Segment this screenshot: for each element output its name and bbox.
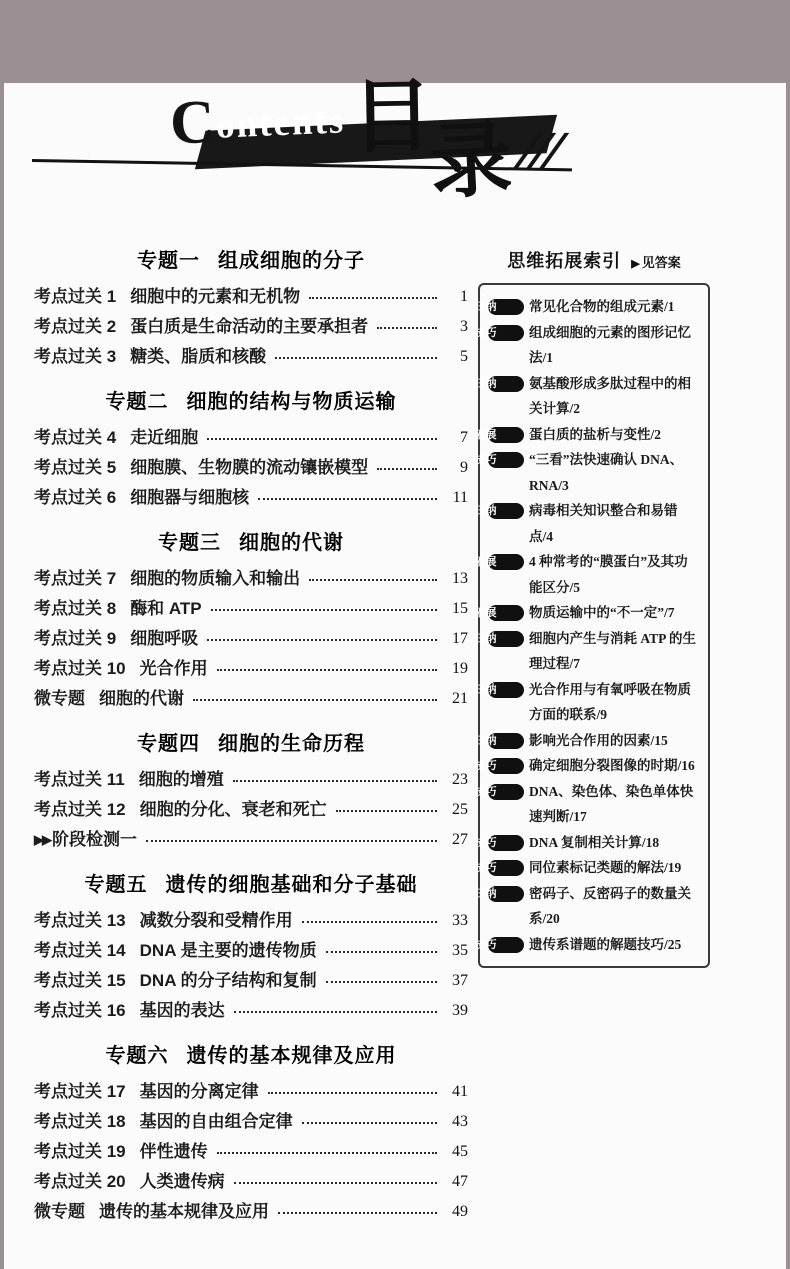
toc-row xyxy=(34,1107,468,1137)
dot-leader xyxy=(275,357,437,359)
toc-row xyxy=(34,564,468,594)
index-tag-badge: 归纳 xyxy=(488,631,524,647)
index-tag-badge: 拓展 xyxy=(488,554,524,570)
toc-page-number: 43 xyxy=(444,1107,468,1137)
toc-row-label: 考点过关 18 xyxy=(34,1107,126,1137)
toc-row-label: 考点过关 7 xyxy=(34,564,116,594)
section-heading xyxy=(34,727,468,756)
toc-row xyxy=(34,996,468,1026)
index-item: 拓展 物质运输中的“不一定”/7 xyxy=(488,600,701,626)
toc-page-number: 19 xyxy=(444,654,468,684)
toc-page-number: 37 xyxy=(444,966,468,996)
dot-leader xyxy=(258,498,437,500)
index-tag-badge: 技巧 xyxy=(488,452,524,468)
index-item: 技巧 “三看”法快速确认 DNA、RNA/3 xyxy=(488,447,701,498)
section-name: 遗传的基本规律及应用 xyxy=(187,1045,397,1067)
toc-page-number: 39 xyxy=(444,996,468,1026)
toc-row-label: 考点过关 5 xyxy=(34,453,116,483)
section-name: 细胞的结构与物质运输 xyxy=(187,391,397,413)
toc-row-label: 考点过关 20 xyxy=(34,1167,126,1197)
index-item: 拓展 蛋白质的盐析与变性/2 xyxy=(488,422,701,448)
toc-row-label: 考点过关 4 xyxy=(34,423,116,453)
section-number: 专题六 xyxy=(106,1045,169,1067)
toc-row-label: 考点过关 10 xyxy=(34,654,126,684)
toc-row-title: 走近细胞 xyxy=(130,423,198,453)
dot-leader xyxy=(207,438,437,440)
dot-leader xyxy=(207,639,437,641)
book-page xyxy=(4,83,786,1269)
section-name: 遗传的细胞基础和分子基础 xyxy=(166,874,418,896)
toc-row-title: 基因的分离定律 xyxy=(140,1077,259,1107)
dot-leader xyxy=(217,1152,437,1154)
toc-row xyxy=(34,483,468,513)
toc-row xyxy=(34,795,468,825)
dot-leader xyxy=(326,951,437,953)
toc-row xyxy=(34,936,468,966)
toc-page-number: 45 xyxy=(444,1137,468,1167)
toc-page-number: 33 xyxy=(444,906,468,936)
dot-leader xyxy=(193,699,437,701)
index-tag-badge: 归纳 xyxy=(488,733,524,749)
dot-leader xyxy=(336,810,437,812)
index-tag-badge: 归纳 xyxy=(488,682,524,698)
toc-row xyxy=(34,1167,468,1197)
toc-row-title: DNA 的分子结构和复制 xyxy=(140,966,317,996)
toc-row-title: 光合作用 xyxy=(140,654,208,684)
section-number: 专题五 xyxy=(85,874,148,896)
section-heading xyxy=(34,385,468,414)
section-name: 细胞的生命历程 xyxy=(218,733,365,755)
index-item: 归纳 密码子、反密码子的数量关系/20 xyxy=(488,881,701,932)
index-item: 归纳 氨基酸形成多肽过程中的相关计算/2 xyxy=(488,371,701,422)
index-tag-badge: 归纳 xyxy=(488,376,524,392)
section-number: 专题一 xyxy=(137,250,200,272)
dot-leader xyxy=(302,921,437,923)
toc-row-title: DNA 是主要的遗传物质 xyxy=(140,936,317,966)
index-tag-badge: 拓展 xyxy=(488,427,524,443)
toc-row-title: 细胞中的元素和无机物 xyxy=(130,282,300,312)
dot-leader xyxy=(211,609,437,611)
toc-row-label: 考点过关 15 xyxy=(34,966,126,996)
index-item: 归纳 细胞内产生与消耗 ATP 的生理过程/7 xyxy=(488,626,701,677)
toc-row-label: 考点过关 19 xyxy=(34,1137,126,1167)
dot-leader xyxy=(217,669,437,671)
toc-row-title: 伴性遗传 xyxy=(140,1137,208,1167)
toc-row-label: 考点过关 9 xyxy=(34,624,116,654)
index-box xyxy=(478,283,710,968)
index-tag-badge: 技巧 xyxy=(488,758,524,774)
title-cn-char-mu: 目 xyxy=(351,76,432,157)
index-title: 思维拓展索引 xyxy=(507,247,621,273)
dot-leader xyxy=(278,1212,437,1214)
toc-row-title: 细胞膜、生物膜的流动镶嵌模型 xyxy=(130,453,368,483)
index-item: 技巧 DNA、染色体、染色单体快速判断/17 xyxy=(488,779,701,830)
index-item: 归纳 病毒相关知识整合和易错点/4 xyxy=(488,498,701,549)
index-item: 技巧 确定细胞分裂图像的时期/16 xyxy=(488,753,701,779)
section-heading xyxy=(34,1039,468,1068)
dot-leader xyxy=(309,579,437,581)
toc-row-label: 微专题 xyxy=(34,1197,85,1227)
toc-row-label: 考点过关 3 xyxy=(34,342,116,372)
index-tag-badge: 技巧 xyxy=(488,784,524,800)
title-cn-char-lu: 录 xyxy=(428,119,514,205)
toc-row-label: 考点过关 17 xyxy=(34,1077,126,1107)
toc-row xyxy=(34,282,468,312)
dot-leader xyxy=(302,1122,437,1124)
toc-row xyxy=(34,342,468,372)
toc-row-title: 细胞的物质输入和输出 xyxy=(130,564,300,594)
contents-title xyxy=(169,81,347,159)
toc-row-label: 考点过关 14 xyxy=(34,936,126,966)
toc-page-number: 15 xyxy=(444,594,468,624)
toc-row-label: 阶段检测一 xyxy=(52,825,137,855)
section-name: 细胞的代谢 xyxy=(239,532,344,554)
index-item: 拓展 4 种常考的“膜蛋白”及其功能区分/5 xyxy=(488,549,701,600)
see-answers-note xyxy=(631,252,680,271)
toc-page-number: 5 xyxy=(444,342,468,372)
dot-leader xyxy=(234,1011,437,1013)
toc-row-title: 基因的自由组合定律 xyxy=(140,1107,293,1137)
toc-row xyxy=(34,906,468,936)
toc-column xyxy=(34,231,468,1227)
index-item: 技巧 同位素标记类题的解法/19 xyxy=(488,855,701,881)
toc-row xyxy=(34,1077,468,1107)
triangle-arrow-icon: ▶ xyxy=(631,258,639,270)
toc-row-title: 遗传的基本规律及应用 xyxy=(99,1197,269,1227)
index-item: 归纳 影响光合作用的因素/15 xyxy=(488,728,701,754)
toc-page-number: 21 xyxy=(444,684,468,714)
toc-row-label: 考点过关 2 xyxy=(34,312,116,342)
toc-page-number: 13 xyxy=(444,564,468,594)
toc-page-number: 41 xyxy=(444,1077,468,1107)
toc-row-label: 考点过关 12 xyxy=(34,795,126,825)
section-number: 专题二 xyxy=(106,391,169,413)
contents-capital-letter: C xyxy=(169,88,218,158)
section-heading xyxy=(34,868,468,897)
toc-row xyxy=(34,966,468,996)
toc-page-number: 23 xyxy=(444,765,468,795)
toc-row-title: 细胞的分化、衰老和死亡 xyxy=(140,795,327,825)
contents-masthead xyxy=(4,83,786,231)
index-tag-badge: 归纳 xyxy=(488,299,524,315)
toc-page-number: 9 xyxy=(444,453,468,483)
section-name: 组成细胞的分子 xyxy=(218,250,365,272)
toc-row-title: 酶和 ATP xyxy=(130,594,201,624)
toc-row xyxy=(34,594,468,624)
toc-row xyxy=(34,684,468,714)
toc-row xyxy=(34,825,468,855)
toc-row xyxy=(34,765,468,795)
index-tag-badge: 技巧 xyxy=(488,860,524,876)
toc-row xyxy=(34,453,468,483)
toc-page-number: 3 xyxy=(444,312,468,342)
toc-row-title: 基因的表达 xyxy=(140,996,225,1026)
dot-leader xyxy=(268,1092,437,1094)
toc-row-label: 考点过关 13 xyxy=(34,906,126,936)
index-item: 技巧 遗传系谱题的解题技巧/25 xyxy=(488,932,701,958)
toc-page-number: 1 xyxy=(444,282,468,312)
toc-row xyxy=(34,1197,468,1227)
toc-row xyxy=(34,423,468,453)
toc-row-title: 减数分裂和受精作用 xyxy=(140,906,293,936)
index-item: 归纳 光合作用与有氧呼吸在物质方面的联系/9 xyxy=(488,677,701,728)
index-tag-badge: 拓展 xyxy=(488,605,524,621)
contents-rest-letters: ontents xyxy=(215,100,346,146)
dot-leader xyxy=(309,297,437,299)
toc-row-title: 人类遗传病 xyxy=(140,1167,225,1197)
dot-leader xyxy=(377,468,437,470)
double-triangle-icon: ▶▶ xyxy=(34,825,50,855)
toc-row-title: 蛋白质是生命活动的主要承担者 xyxy=(130,312,368,342)
toc-row-title: 糖类、脂质和核酸 xyxy=(130,342,266,372)
toc-page-number: 25 xyxy=(444,795,468,825)
index-header xyxy=(478,247,710,273)
toc-page-number: 49 xyxy=(444,1197,468,1227)
dot-leader xyxy=(326,981,437,983)
toc-page-number: 47 xyxy=(444,1167,468,1197)
toc-row-title: 细胞的增殖 xyxy=(139,765,224,795)
toc-row-label: 考点过关 6 xyxy=(34,483,116,513)
toc-row-title: 细胞呼吸 xyxy=(130,624,198,654)
toc-row xyxy=(34,654,468,684)
toc-row-title: 细胞的代谢 xyxy=(99,684,184,714)
see-answers-label: 见答案 xyxy=(642,255,681,270)
dot-leader xyxy=(377,327,437,329)
toc-page-number: 7 xyxy=(444,423,468,453)
section-number: 专题四 xyxy=(137,733,200,755)
toc-page-number: 11 xyxy=(444,483,468,513)
index-item: 技巧 组成细胞的元素的图形记忆法/1 xyxy=(488,320,701,371)
masthead-slashes-decoration: /// xyxy=(510,125,570,176)
toc-page-number: 27 xyxy=(444,825,468,855)
index-tag-badge: 技巧 xyxy=(488,325,524,341)
toc-row xyxy=(34,1137,468,1167)
toc-page-number: 17 xyxy=(444,624,468,654)
index-tag-badge: 归纳 xyxy=(488,503,524,519)
toc-page-number: 35 xyxy=(444,936,468,966)
section-number: 专题三 xyxy=(158,532,221,554)
toc-row-label: 微专题 xyxy=(34,684,85,714)
toc-row xyxy=(34,312,468,342)
section-heading xyxy=(34,526,468,555)
dot-leader xyxy=(234,1182,437,1184)
index-tag-badge: 归纳 xyxy=(488,886,524,902)
toc-row-label: 考点过关 11 xyxy=(34,765,125,795)
index-sidebar xyxy=(478,231,710,968)
toc-row-label: 考点过关 1 xyxy=(34,282,116,312)
toc-row-label: 考点过关 8 xyxy=(34,594,116,624)
toc-row-title: 细胞器与细胞核 xyxy=(130,483,249,513)
dot-leader xyxy=(233,780,437,782)
index-tag-badge: 技巧 xyxy=(488,937,524,953)
toc-row xyxy=(34,624,468,654)
toc-row-label: 考点过关 16 xyxy=(34,996,126,1026)
index-tag-badge: 技巧 xyxy=(488,835,524,851)
section-heading xyxy=(34,244,468,273)
content-columns xyxy=(4,231,786,1227)
index-item: 技巧 DNA 复制相关计算/18 xyxy=(488,830,701,856)
dot-leader xyxy=(146,840,437,842)
index-item: 归纳 常见化合物的组成元素/1 xyxy=(488,294,701,320)
